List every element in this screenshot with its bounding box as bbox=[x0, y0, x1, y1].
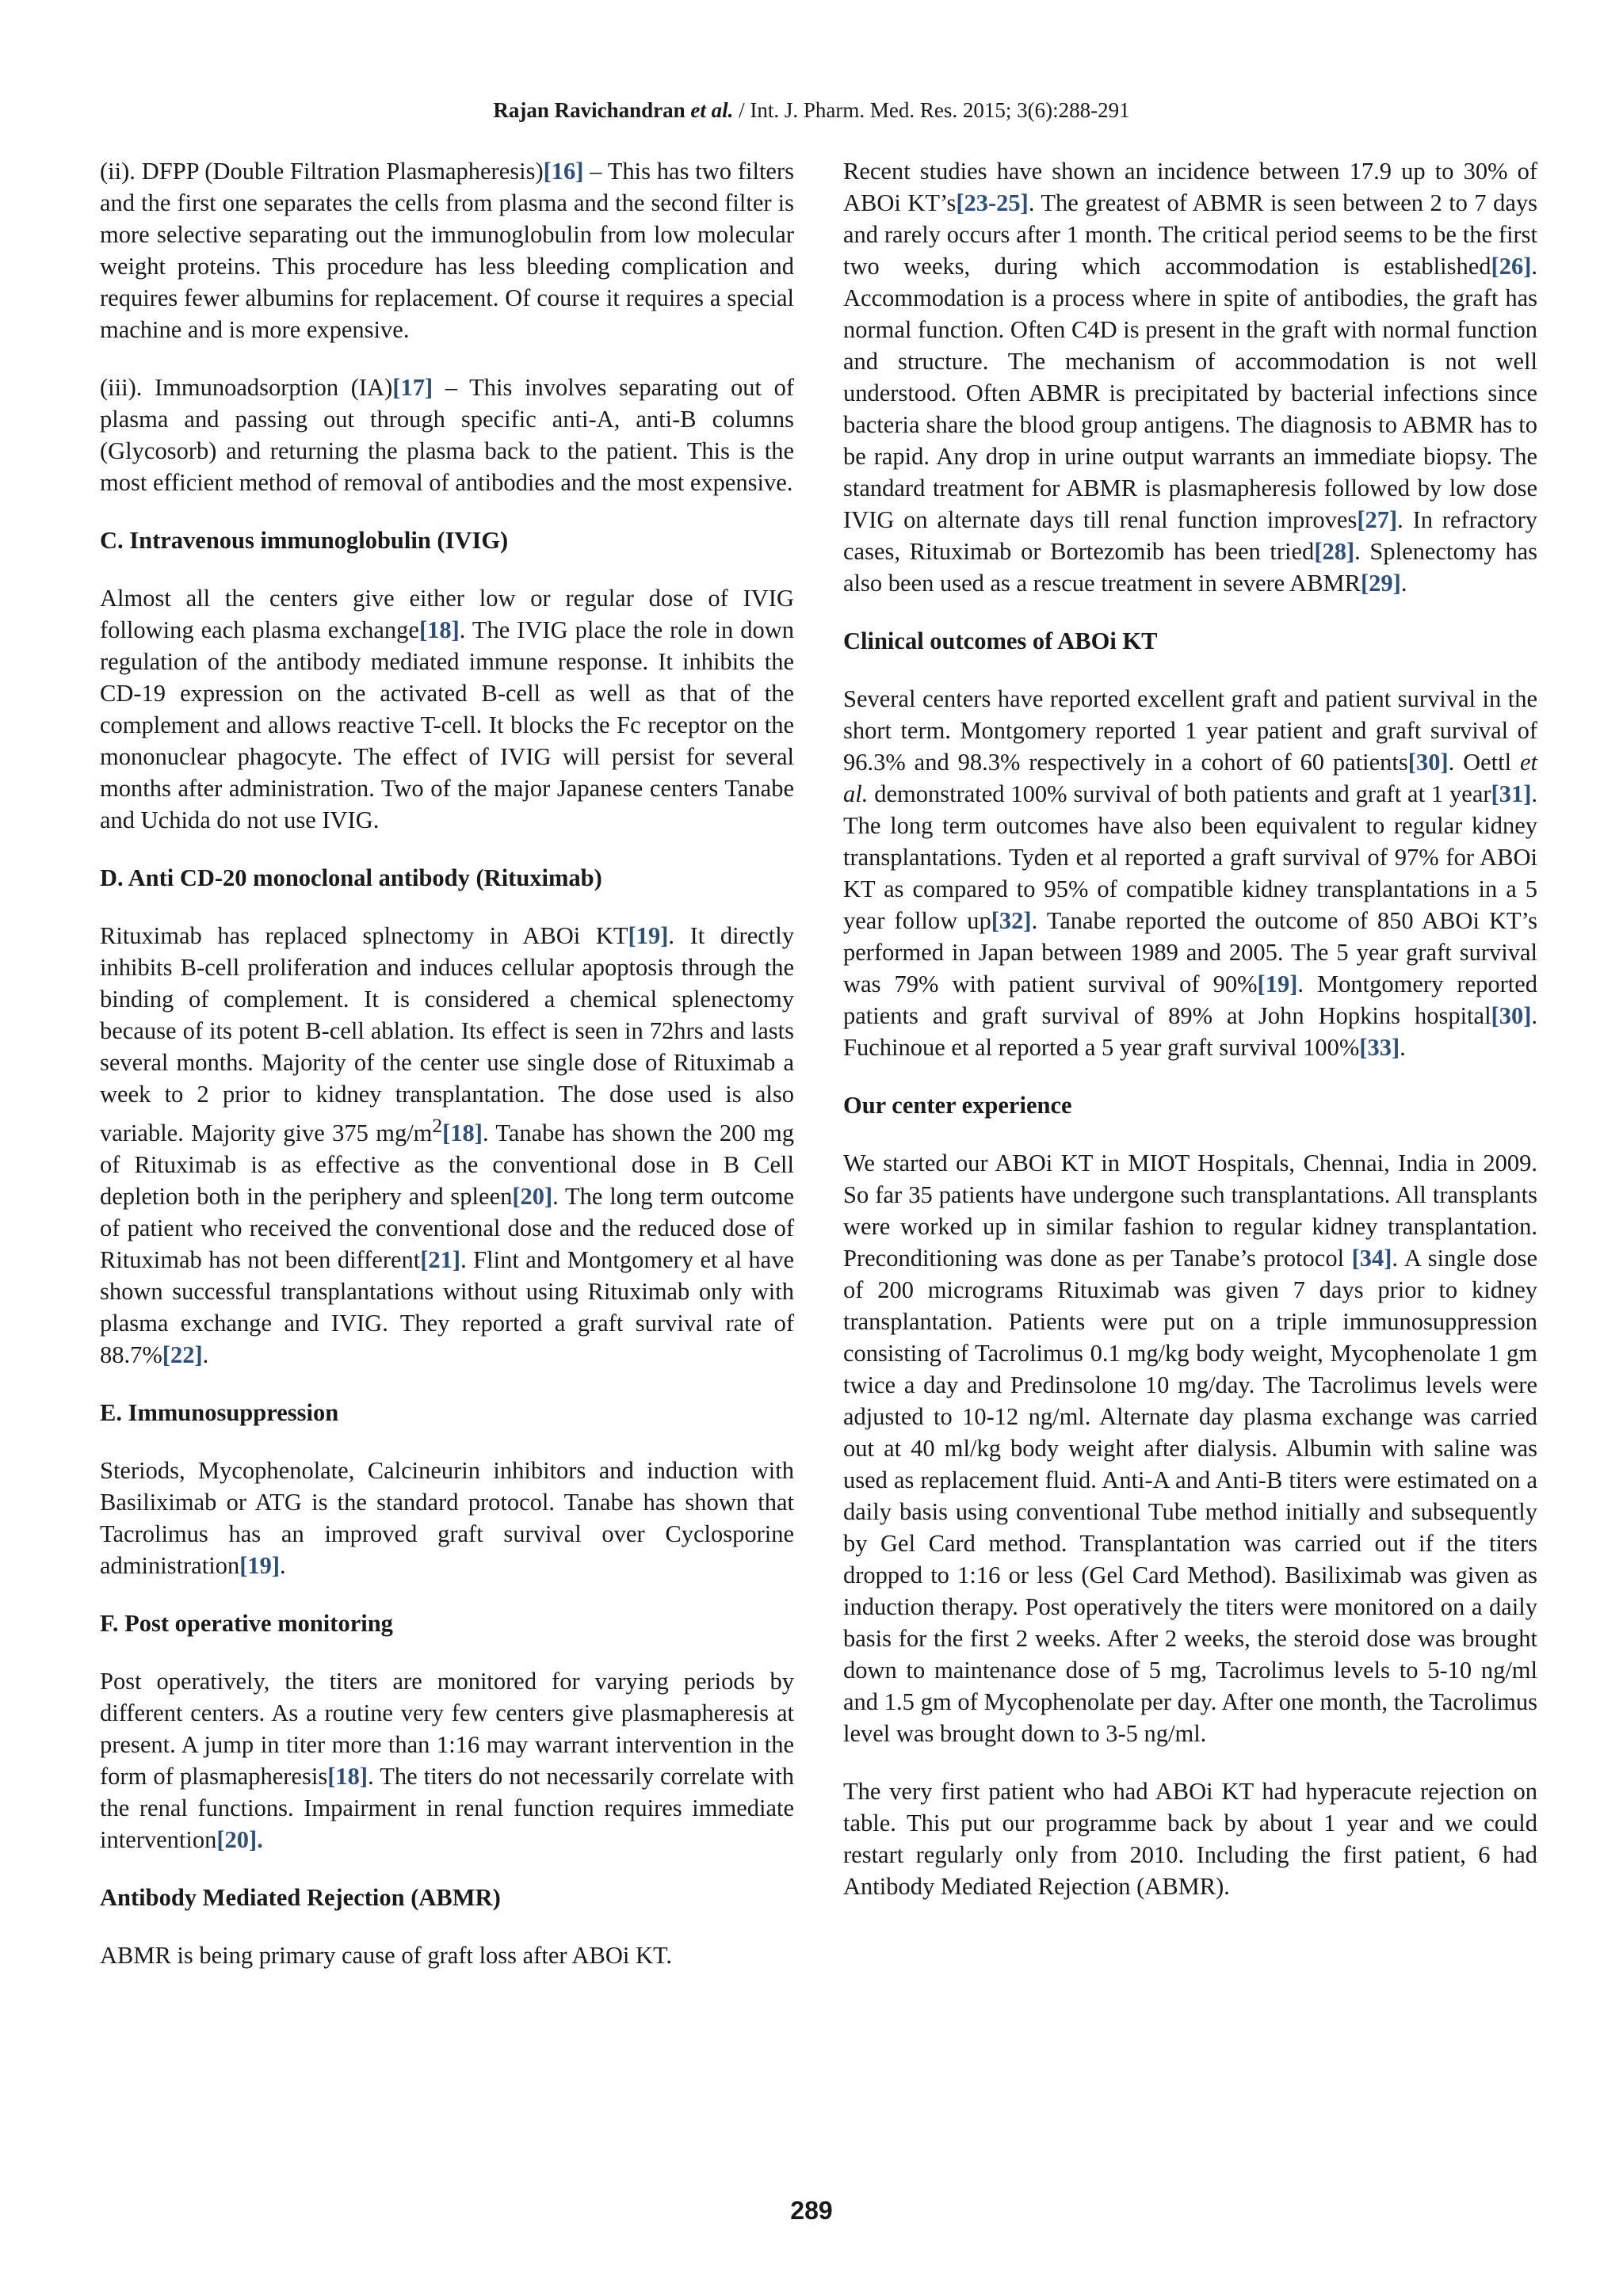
citation-link[interactable]: [23-25] bbox=[956, 189, 1029, 216]
citation-link[interactable]: [19] bbox=[1257, 971, 1298, 997]
citation-link[interactable]: [30] bbox=[1407, 749, 1449, 776]
citation-link[interactable]: [17] bbox=[392, 374, 433, 401]
citation-link[interactable]: [29] bbox=[1361, 570, 1401, 597]
paragraph-rituximab: Rituximab has replaced splnectomy in ABOi KT[19]. It directly inhibits B-cell proliferation and induces cellular apoptosis through the binding of complement. It is considered a chemical splenectomy because of its potent B-cell ablation. Its effect is seen in 72hrs and lasts several months. Majority of the center use single dose of Rituximab a week to 2 prior to kidney transplantation. The dose used is also variable. Majority give 375 $mg/m^2[18]$. Tanabe has shown the 200 mg of Rituximab is as effective as the conventional dose in B Cell depletion both in the periphery and spleen[20]. The long term outcome of patient who received the conventional dose and the reduced dose of Rituximab has not been different[21]. Flint and Montgomery et al have shown successful transplantations without using Rituximab only with plasma exchange and IVIG. They reported a graft survival rate of 88.7%[22]. bbox=[100, 922, 794, 1369]
citation-link[interactable]: [32] bbox=[991, 907, 1032, 934]
section-heading-rituximab: D. Anti CD-20 monoclonal antibody (Rituximab) bbox=[100, 864, 602, 891]
citation-link[interactable]: [31] bbox=[1491, 780, 1532, 807]
section-heading-postop: F. Post operative monitoring bbox=[100, 1610, 393, 1638]
paragraph-outcomes: Several centers have reported excellent graft and patient survival in the short term. Montgomery reported 1 year patient and graft survival of 96.3% and 98.3% respectively in a cohort of 60 patients[30]. Oettl et al. demonstrated 100% survival of both patients and graft at 1 year[31]. The long term outcomes have also been equivalent to regular kidney transplantations. Tyden et al reported a graft survival of 97% for ABOi KT as compared to 95% of compatible kidney transplantations in a 5 year follow up[32]. Tanabe reported the outcome of 850 ABOi KT’s performed in Japan between 1989 and 2005. The 5 year graft survival was 79% with patient survival of 90%[19]. Montgomery reported patients and graft survival of 89% at John Hopkins hospital[30]. Fuchinoue et al reported a 5 year graft survival 100%[33]. bbox=[843, 685, 1538, 1061]
paragraph-first-patient: The very first patient who had ABOi KT had hyperacute rejection on table. This put our programme back by about 1 year and we could restart regularly only from 2010. Including the first patient, 6 had Antibody Mediated Rejection (ABMR). bbox=[843, 1778, 1537, 1900]
paragraph-ivig: Almost all the centers give either low or regular dose of IVIG following each plasma exchange[18]. The IVIG place the role in down regulation of the antibody mediated immune response. It inhibits the CD-19 expression on the activated B-cell as well as that of the complement and allows reactive T-cell. It blocks the Fc receptor on the mononuclear phagocyte. The effect of IVIG will persist for several months after administration. Two of the major Japanese centers Tanabe and Uchida do not use IVIG. bbox=[100, 585, 795, 833]
left-column bbox=[100, 155, 794, 1997]
paragraph-immunosuppression: Steriods, Mycophenolate, Calcineurin inhibitors and induction with Basiliximab or ATG is the standard protocol. Tanabe has shown that Tacrolimus has an improved graft survival over Cyclosporine administration[19]. bbox=[100, 1457, 794, 1580]
citation-link[interactable]: [22] bbox=[162, 1341, 203, 1369]
citation-link[interactable]: [16] bbox=[543, 158, 584, 185]
right-column bbox=[843, 155, 1537, 1928]
citation-link[interactable]: [30] bbox=[1491, 1002, 1532, 1029]
header-etal: et al. bbox=[690, 98, 734, 122]
section-heading-ivig: C. Intravenous immunoglobulin (IVIG) bbox=[100, 527, 509, 554]
superscript: 2 bbox=[432, 1115, 443, 1137]
section-heading-center: Our center experience bbox=[843, 1092, 1072, 1119]
citation-link[interactable]: [18] bbox=[418, 616, 460, 643]
citation-link[interactable]: [18] bbox=[442, 1119, 483, 1147]
citation-link[interactable]: [26] bbox=[1491, 253, 1532, 280]
citation-link[interactable]: [21] bbox=[420, 1246, 461, 1274]
citation-link[interactable]: [20] bbox=[512, 1183, 553, 1211]
paragraph-dfpp: (ii). DFPP (Double Filtration Plasmapheresis)[16] – This has two filters and the first one separates the cells from plasma and the second filter is more selective separating out the immunoglobulin from low molecular weight proteins. This procedure has less bleeding complication and requires fewer albumins for replacement. Of course it requires a special machine and is more expensive. bbox=[100, 158, 794, 343]
citation-link[interactable]: [28] bbox=[1314, 538, 1355, 565]
citation-link[interactable]: [19] bbox=[628, 922, 669, 949]
paragraph-center: We started our ABOi KT in MIOT Hospitals, Chennai, India in 2009. So far 35 patients have undergone such transplantations. All transplants were worked up in similar fashion to regular kidney transplantation. Preconditioning was done as per Tanabe’s protocol [34]. A single dose of 200 micrograms Rituximab was given 7 days prior to kidney transplantation. Patients were put on a triple immunosuppression consisting of Tacrolimus 0.1 mg/kg body weight, Mycophenolate 1 gm twice a day and Predinsolone 10 mg/day. The Tacrolimus levels were adjusted to 10-12 ng/ml. Alternate day plasma exchange was carried out at 40 ml/kg body weight after dialysis. Albumin with saline was used as replacement fluid. Anti-A and Anti-B titers were estimated on a daily basis using conventional Tube method initially and subsequently by Gel Card method. Transplantation was carried out if the titers dropped to 1:16 or less (Gel Card Method). Basiliximab was given as induction therapy. Post operatively the titers were monitored on a daily basis for the first 2 weeks. After 2 weeks, the steroid dose was brought down to maintenance dose of 5 mg, Tacrolimus levels to 5-10 ng/ml and 1.5 gm of Mycophenolate per day. After one month, the Tacrolimus level was brought down to 3-5 ng/ml. bbox=[843, 1150, 1537, 1747]
citation-link[interactable]: [33] bbox=[1359, 1034, 1400, 1061]
paragraph-abmr-incidence: Recent studies have shown an incidence between 17.9 up to 30% of ABOi KT’s[23-25]. The greatest of ABMR is seen between 2 to 7 days and rarely occurs after 1 month. The critical period seems to be the first two weeks, during which accommodation is established[26]. Accommodation is a process where in spite of antibodies, the graft has normal function. Often C4D is present in the graft with normal function and structure. The mechanism of accommodation is not well understood. Often ABMR is precipitated by bacterial infections since bacteria share the blood group antigens. The diagnosis to ABMR has to be rapid. Any drop in urine output warrants an immediate biopsy. The standard treatment for ABMR is plasmapheresis followed by low dose IVIG on alternate days till renal function improves[27]. In refractory cases, Rituximab or Bortezomib has been tried[28]. Splenectomy has also been used as a rescue treatment in severe ABMR[29]. bbox=[843, 158, 1538, 597]
running-header bbox=[0, 98, 1623, 123]
section-heading-immunosuppression: E. Immunosuppression bbox=[100, 1399, 339, 1427]
citation-link[interactable]: [18] bbox=[327, 1763, 369, 1791]
citation-link[interactable]: [27] bbox=[1357, 506, 1398, 533]
paragraph-abmr: ABMR is being primary cause of graft loss after ABOi KT. bbox=[100, 1942, 672, 1970]
paragraph-immunoadsorption: (iii). Immunoadsorption (IA)[17] – This involves separating out of plasma and passing out through specific anti-A, anti-B columns (Glycosorb) and returning the plasma back to the patient. This is the most efficient method of removal of antibodies and the most expensive. bbox=[100, 374, 794, 496]
section-heading-abmr: Antibody Mediated Rejection (ABMR) bbox=[100, 1884, 501, 1912]
citation-link[interactable]: [34] bbox=[1351, 1245, 1392, 1272]
citation-link[interactable]: [19] bbox=[239, 1552, 281, 1580]
citation-link[interactable]: [20]. bbox=[216, 1826, 263, 1854]
section-heading-outcomes: Clinical outcomes of ABOi KT bbox=[843, 627, 1158, 654]
header-author: Rajan Ravichandran bbox=[493, 98, 685, 122]
page-number: 289 bbox=[790, 2196, 833, 2225]
paragraph-postop: Post operatively, the titers are monitored for varying periods by different centers. As a routine very few centers give plasmapheresis at present. A jump in titer more than 1:16 may warrant intervention in the form of plasmapheresis[18]. The titers do not necessarily correlate with the renal functions. Impairment in renal function requires immediate intervention[20]. bbox=[100, 1668, 795, 1854]
header-citation: / Int. J. Pharm. Med. Res. 2015; 3(6):288-291 bbox=[733, 98, 1130, 122]
